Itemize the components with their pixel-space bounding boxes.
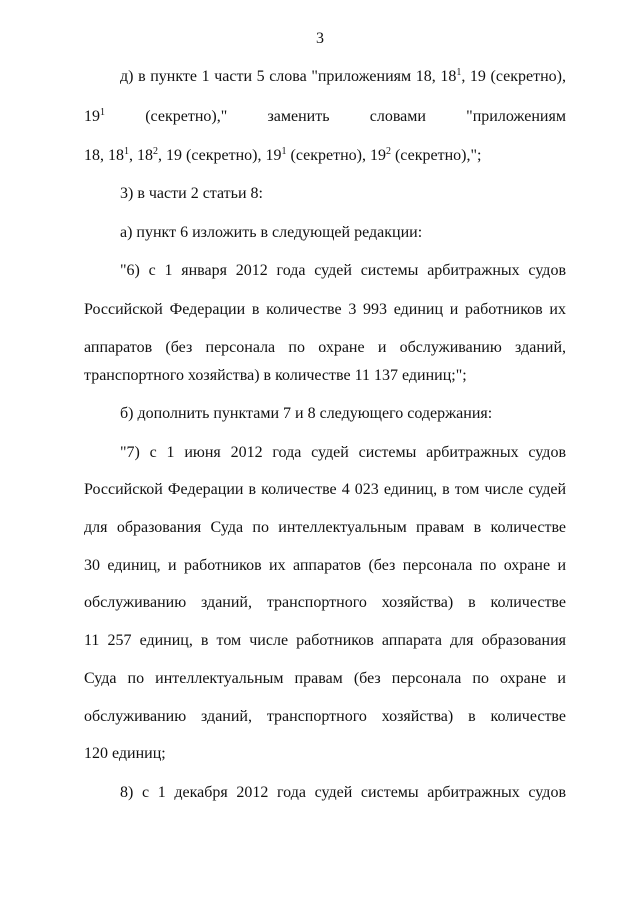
text-line: 11 257 единиц, в том числе работников аппарата для образования (84, 632, 566, 649)
text-line: а) пункт 6 изложить в следующей редакции: (120, 224, 423, 241)
text-line: б) дополнить пунктами 7 и 8 следующего содержания: (120, 405, 493, 422)
text-line: Российской Федерации в количестве 3 993 единиц и работников их (84, 301, 566, 318)
text-line: 120 единиц; (84, 745, 166, 762)
text-line: 18, $18^1$, $18^2$, 19 (секретно), $19^1$ (секретно), $19^2$ (секретно),"; (84, 146, 482, 164)
text-line: $19^1$ (секретно)," заменить словами "приложениям (84, 107, 566, 125)
text-line: Российской Федерации в количестве 4 023 единиц, в том числе судей (84, 481, 566, 498)
text-line: транспортного хозяйства) в количестве 11 137 единиц;"; (84, 367, 467, 384)
text-line: д) в пункте 1 части 5 слова "приложениям 18, $18^1$, 19 (секретно), (120, 67, 567, 85)
text-line: 8) с 1 декабря 2012 года судей системы арбитражных судов (120, 784, 566, 801)
text-line: обслуживанию зданий, транспортного хозяйства) в количестве (84, 708, 566, 725)
page-number: 3 (316, 30, 324, 47)
text-line: Суда по интеллектуальным правам (без персонала по охране и (84, 670, 566, 687)
text-line: для образования Суда по интеллектуальным правам в количестве (84, 519, 566, 536)
text-line: "7) с 1 июня 2012 года судей системы арбитражных судов (120, 444, 566, 461)
text-line: обслуживанию зданий, транспортного хозяйства) в количестве (84, 594, 566, 611)
text-line: "6) с 1 января 2012 года судей системы арбитражных судов (120, 262, 566, 279)
text-line: 30 единиц, и работников их аппаратов (без персонала по охране и (84, 557, 566, 574)
text-line: аппаратов (без персонала по охране и обслуживанию зданий, (84, 339, 566, 356)
text-line: 3) в части 2 статьи 8: (120, 185, 263, 202)
